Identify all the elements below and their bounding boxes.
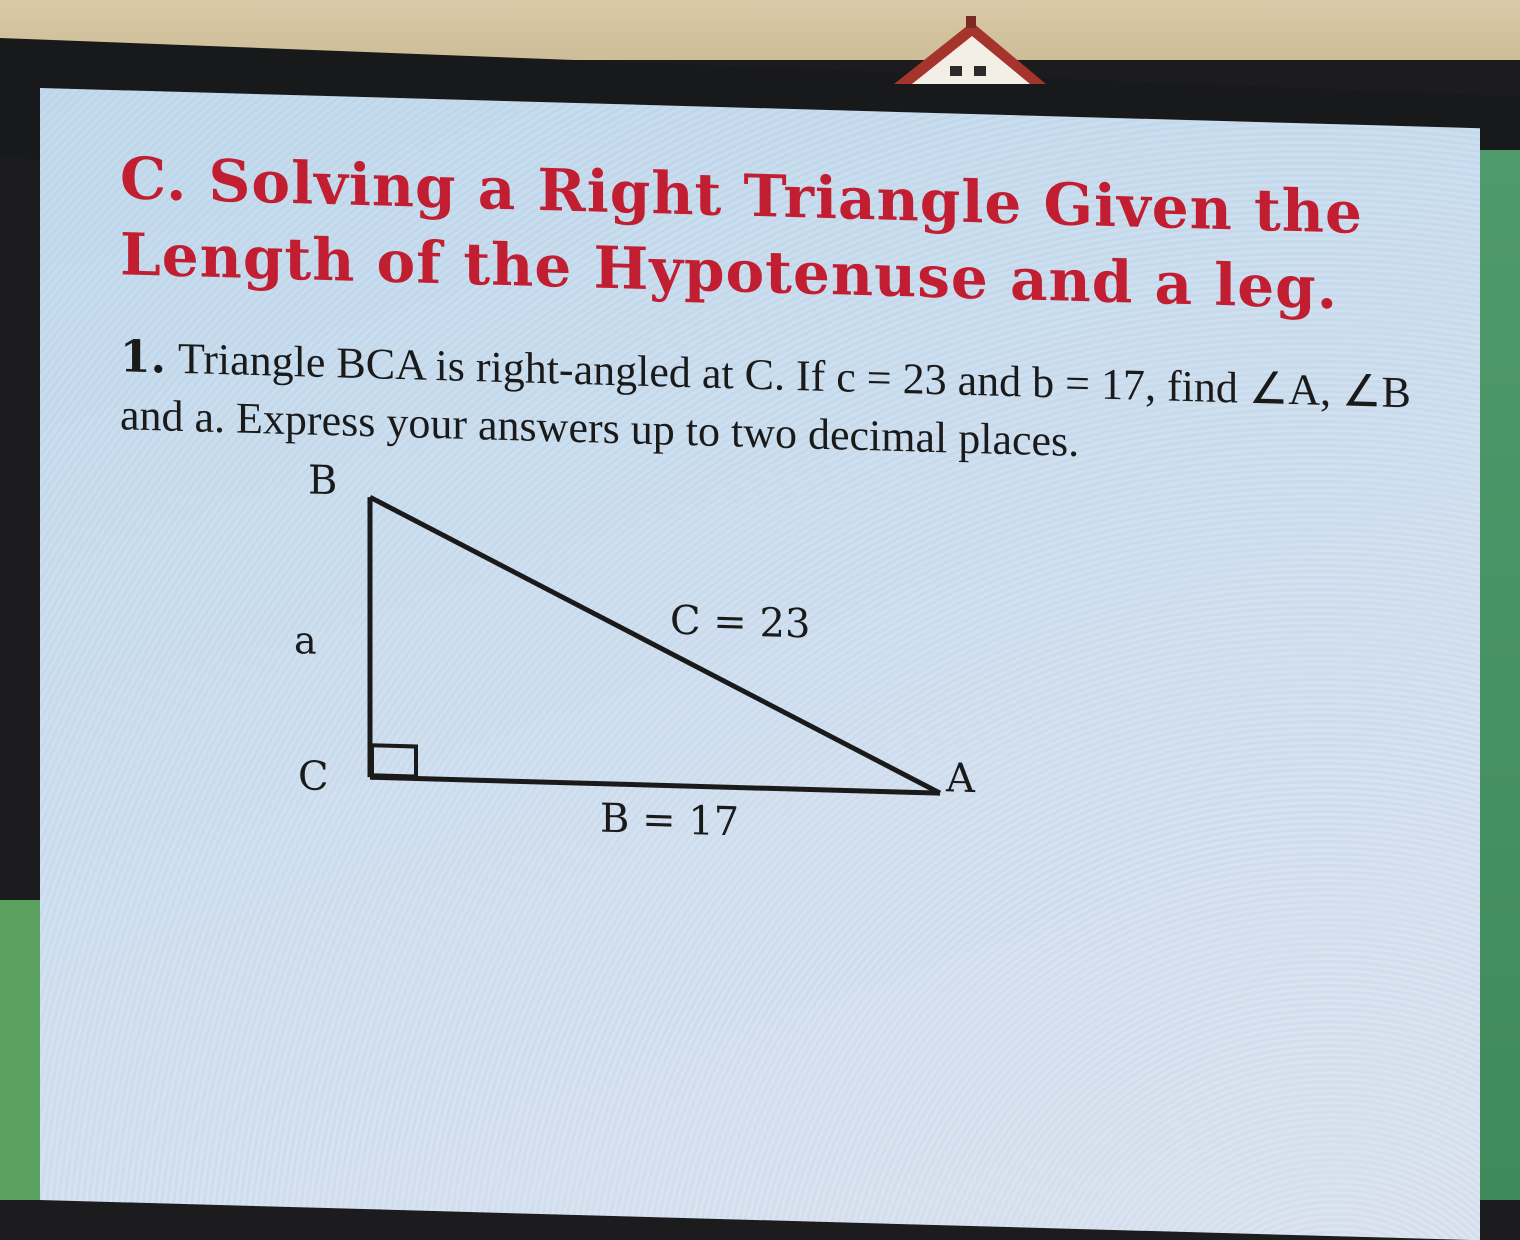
- base-label: B = 17: [600, 795, 740, 846]
- triangle-figure: [260, 454, 1020, 855]
- side-a-label: a: [294, 618, 317, 663]
- vertex-c-label: C: [298, 753, 329, 801]
- slide-content: [120, 140, 1460, 481]
- left-edge-green: [0, 900, 40, 1200]
- hypotenuse-label: C = 23: [670, 597, 811, 648]
- side-b-line: [370, 777, 940, 793]
- triangle-svg: [260, 454, 1020, 855]
- slide-heading: C. Solving a Right Triangle Given the Length of the Hypotenuse and a leg.: [120, 144, 1363, 323]
- hypotenuse-line: [370, 497, 940, 793]
- vertex-b-label: B: [308, 457, 338, 505]
- house-ornament: [884, 14, 1054, 94]
- problem-text: Triangle BCA is right-angled at C. If c = 23 and b = 17, find ∠A, ∠B and a. Express your answers up to two decimal places.: [120, 333, 1411, 467]
- problem-number: 1.: [120, 331, 166, 384]
- right-angle-marker: [372, 745, 416, 776]
- slide-screen: [40, 88, 1480, 1240]
- vertex-a-label: A: [946, 755, 975, 803]
